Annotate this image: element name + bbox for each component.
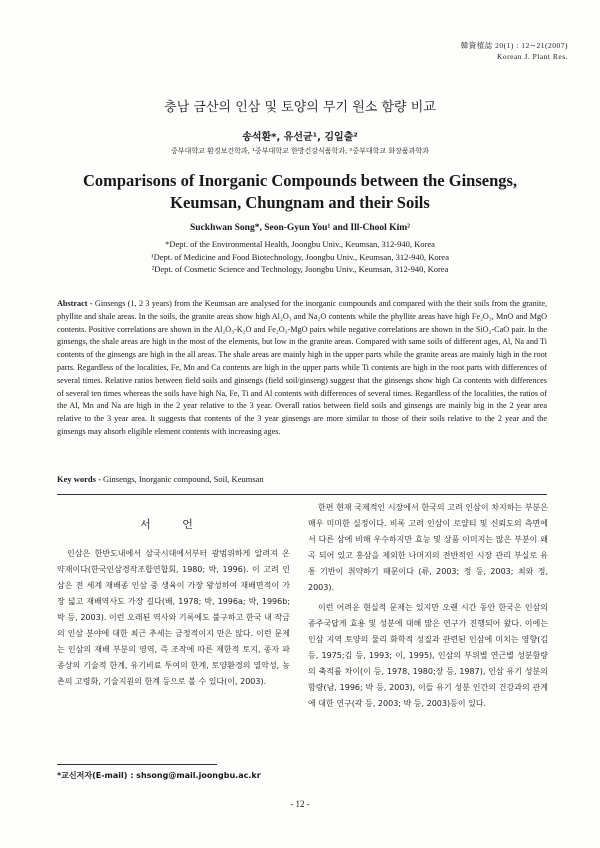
section-heading: 서 언 bbox=[140, 518, 207, 531]
english-affiliations bbox=[0, 238, 600, 276]
right-column-text bbox=[308, 500, 548, 712]
english-authors: Suckhwan Song*, Seon-Gyun You¹ and Ill-Chool Kim² bbox=[190, 223, 410, 233]
korean-affiliations: 중부대학교 환경보건학과, ¹중부대학교 한방건강식품학과, ²중부대학교 화장품과학과 bbox=[171, 147, 429, 155]
abstract bbox=[57, 298, 547, 439]
english-title bbox=[0, 170, 600, 214]
affiliation-1: *Dept. of the Environmental Health, Joongbu Univ., Keumsan, 312-940, Korea bbox=[165, 239, 435, 249]
footnote-rule bbox=[57, 764, 217, 765]
abstract-label: Abstract - bbox=[57, 299, 93, 308]
journal-reference-line1: 韓資植誌 20(1) : 12∼21(2007) bbox=[460, 41, 568, 50]
left-paragraph: 인삼은 한반도내에서 삼국시대에서부터 광범위하게 알려져 온 약재이다(한국인삼경작조합연합회, 1980; 박, 1996). 이 고려 인삼은 전 세계 재배종 인삼 중 생육이 가장 왕성하여 재배면적이 가장 넓고 재배역사도 가장 길다(배, 1978; 박, 1996a; 박, 1996b; 박 등, 2003). 이런 오래된 역사와 기록에도 불구하고 한국 내 작금의 인삼 분야에 대한 최근 추세는 긍정적이지 만은 않다. 이런 문제는 인삼의 재배 부분의 영역, 즉 조작에 따른 제한적 토지, 종자 파종상의 기술적 한계, 유기비료 투여의 한계, 토양환경의 열악성, 농촌의 고령화, 기술지원의 한계 등으로 볼 수 있다(이, 2003). bbox=[57, 549, 290, 686]
abstract-text: Ginsengs (1, 2 3 years) from the Keumsan are analysed for the inorganic compounds and compared with the their soils from the granite, phyllite and shale areas. In the soils, the granite areas show high Al₂O₃ and Na₂O contents while the phyllite areas have high Fe₂O₃, MnO and MgO contents. Positive correlations are shown in the Al₂O₃-K₂O and Fe₂O₃-MgO pairs while negative correlations are shown in the SiO₂-CaO pair. In the ginsengs, the shale areas are high in the most of the elements, but low in the granite areas. Compared with same soils of different ages, Al, Na and Ti contents of the ginsengs are high in the all areas. The shale areas are mainly high in the upper parts while the granite areas are mainly high in the root parts. Regardless of the localities, Fe, Mn and Ca contents are high in the upper parts while Ti contents are high in the root parts with differences of several times. Relative ratios between field soils and ginsengs (field soil/ginseng) suggest that the ginsengs show high Ca contents with differences of several ten times whereas the soils have high Na, Fe, Ti and Al contents with differences of several times. Regardless of the localities, the ratios of the Al, Mn and Na are high in the 2 year relative to the 3 year. Overall ratios between field soils and ginsengs are mainly big in the 2 year area relative to the 3 year area. It suggests that contents of the 3 year ginsengs are more similar to those of their soils relative to the 2 year and the ginsengs may absorb eligible element contents with increasing ages. bbox=[57, 299, 547, 436]
journal-reference bbox=[461, 40, 568, 62]
english-title-line1: Comparisons of Inorganic Compounds between the Ginsengs, bbox=[82, 171, 518, 190]
keywords bbox=[57, 474, 547, 484]
affiliation-3: ²Dept. of Cosmetic Science and Technology, Joongbu Univ., Keumsan, 312-940, Korea bbox=[151, 264, 449, 274]
right-paragraph-1: 한편 현재 국제적인 시장에서 한국의 고려 인삼이 차지하는 부분은 매우 미미한 실정이다. 비록 고려 인삼이 로얄티 및 신뢰도의 측면에서 다른 삼에 비해 우수하지만 효능 및 상품 이미지는 많은 부분이 왜곡 되어 있고 홍삼을 제외한 나머지의 전반적인 시장 관리 부실로 유통 기반이 취약하기 때문이다 (류, 2003; 정 등, 2003; 최와 정, 2003). bbox=[308, 503, 548, 592]
divider bbox=[57, 494, 547, 495]
left-column-text bbox=[57, 546, 290, 690]
affiliation-2: ¹Dept. of Medicine and Food Biotechnology, Joongbu Univ., Keumsan, 312-940, Korea bbox=[151, 251, 449, 262]
korean-title: 충남 금산의 인삼 및 토양의 무기 원소 함량 비교 bbox=[164, 100, 436, 115]
journal-reference-line2: Korean J. Plant Res. bbox=[496, 52, 568, 61]
english-title-line2: Keumsan, Chungnam and their Soils bbox=[170, 193, 430, 212]
korean-authors: 송석환*, 유선균¹, 김일출² bbox=[242, 132, 358, 143]
keywords-label: Key words - bbox=[57, 474, 101, 484]
keywords-text: Ginsengs, Inorganic compound, Soil, Keumsan bbox=[103, 474, 264, 484]
page-number: - 12 - bbox=[290, 799, 310, 809]
footnote: *교신저자(E-mail) : shsong@mail.joongbu.ac.kr bbox=[57, 771, 261, 780]
right-paragraph-2: 이런 어려운 현실적 문제는 있지만 오랜 시간 동안 한국은 인삼의 종주국답게 효용 및 성분에 대해 많은 연구가 진행되어 왔다. 이에는 인삼 지역 토양의 물리 화학적 성질과 관련된 인삼에 미치는 영향(김 등, 1975;김 등, 1993; 이, 1995), 인삼의 부위별 연근별 성분함량의 축적률 차이(이 등, 1978, 1980;장 등, 1987), 인삼 유기 성분의 함량(남, 1996; 박 등, 2003), 이들 유기 성분 인간의 건강과의 관계에 대한 연구(곽 등, 2003; 박 등, 2003)등이 있다. bbox=[308, 603, 548, 708]
